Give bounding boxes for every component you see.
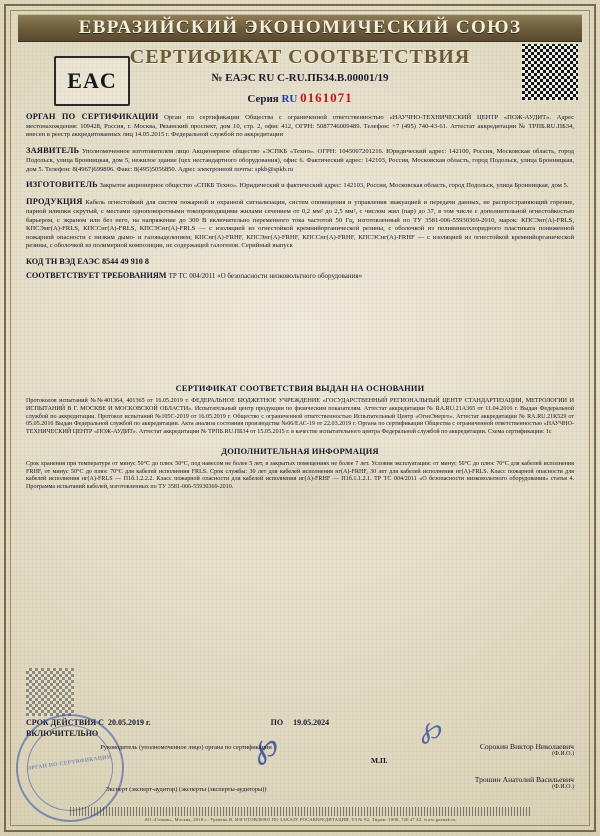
section-certification-body-heading: ОРГАН ПО СЕРТИФИКАЦИИ <box>26 112 159 121</box>
mp-label: М.П. <box>371 756 388 765</box>
section-certification-body-text: Орган по сертификации Общества с ограниченной ответственностью «НАУЧНО-ТЕХНИЧЕСКИЙ ЦЕНТР «ПОЖ-АУДИТ». Адрес местонахождения: 109428, Россия, г. Москва, Рязанский проспект, дом 10, стр. 2, офис 412, ОГРН: 5087746009489. Телефон: +7 (495) 740-43-61. Аттестат аккредитации № ТРПБ.RU.ПБ34, внесен в реестр аккредитованных лиц 14.05.2015 г. Федеральной службой по аккредитации <box>26 114 574 139</box>
validity-from-value: 20.05.2019 г. <box>107 718 151 727</box>
footer-text: АО «Гознак», Москва, 2018 г., Уровень В, ИЗГОТОВЛЕНО ПО ЗАКАЗУ РОСАККРЕДИТАЦИИ, ТЗ № 82, Тираж: 1000, 726 47 42, www.goznak.ru <box>144 817 456 822</box>
section-tnved-heading: КОД ТН ВЭД ЕАЭС <box>26 256 100 266</box>
section-basis-text: Протоколов испытаний №№401364, 401365 от 16.05.2019 г. ФЕДЕРАЛЬНОЕ БЮДЖЕТНОЕ УЧРЕЖДЕНИЕ «ГОСУДАРСТВЕННЫЙ РЕГИОНАЛЬНЫЙ ЦЕНТР СТАНДАРТИЗАЦИИ, МЕТРОЛОГИИ И ИСПЫТАНИЙ В Г. МОСКВЕ И МОСКОВСКОЙ ОБЛАСТИ». Испытательный центр продукции по физическим показателям. Аттестат аккредитации № RA.RU.21A365 от 11.04.2016 г. Выдан Федеральной службой по аккредитации. Протокол испытаний №105С-2019 от 16.05.2019 г. Общество с ограниченной ответственностью Испытательный Центр «ОгнеЭнерго». Аттестат аккредитации № RA.RU.21К529 от 05.05.2016 Выдан Федеральной службой по аккредитации. Акта анализа состояния производства №06/ЕАС-19 от 22.03.2019 г. Органа по сертификации Общества с ограниченной ответственностью «НАУЧНО-ТЕХНИЧЕСКИЙ ЦЕНТР «ПОЖ-АУДИТ». Аттестат аккредитации № ТРПБ.RU.ПБ34 от 15.05.2015 г. в качестве испытательного центра Федеральной службой по аккредитации. Схема сертификации: 1с <box>26 397 574 436</box>
section-conformity-heading: СООТВЕТСТВУЕТ ТРЕБОВАНИЯМ <box>26 271 167 281</box>
section-certification-body <box>26 112 574 140</box>
section-manufacturer-text: Закрытое акционерное общество «СПКБ Техно». Юридический и фактический адрес: 142103, Россия, Московская область, город Подольск, улица Бронницкая, дом 5. <box>99 182 569 190</box>
banner-title: ЕВРАЗИЙСКИЙ ЭКОНОМИЧЕСКИЙ СОЮЗ <box>78 17 522 38</box>
document-title: СЕРТИФИКАТ СООТВЕТСТВИЯ <box>129 46 471 68</box>
section-basis-heading: СЕРТИФИКАТ СООТВЕТСТВИЯ ВЫДАН НА ОСНОВАНИИ <box>175 384 425 394</box>
qr-code-secondary-icon <box>26 668 74 716</box>
section-product <box>26 197 574 251</box>
signer-fio-1: (Ф.И.О.) <box>552 751 574 757</box>
section-conformity-value: ТР ТС 004/2011 «О безопасности низковольтного оборудования» <box>168 272 363 281</box>
section-product-heading: ПРОДУКЦИЯ <box>26 197 83 207</box>
series-row <box>0 90 600 106</box>
validity-inclusive: ВКЛЮЧИТЕЛЬНО <box>26 729 99 738</box>
certificate-number-label: № ЕАЭС <box>211 72 256 84</box>
security-barcode <box>70 807 530 816</box>
section-tnved <box>26 257 574 268</box>
validity-to-value: 19.05.2024 <box>293 718 330 727</box>
signer-role-2: Эксперт (эксперт-аудитор) (эксперты (эксперты-аудиторы)) <box>105 786 267 793</box>
section-applicant <box>26 146 574 174</box>
header-banner <box>18 14 582 42</box>
section-additional-text: Срок хранения при температуре от минус 50°С до плюс 50°С, под навесом не более 5 лет, в закрытых помещениях не более 7 лет. Условия эксплуатации: от минус 50°С до плюс 70°С для кабелей исполнения FRHF, от минус 50°С до плюс 70°С для кабелей исполнения FRLS. Срок службы: 30 лет для кабелей исполнения нг(A)-FRHF, 30 лет для кабелей исполнения нг(A)-FRLS. Класс пожарной опасности для кабелей исполнения нг(A)-FRLS — П1б.1.2.2.2. Класс пожарной опасности для кабелей исполнения нг(A)-FRHF — П1б.1.1.2.1. ТР ТС 004/2011 «О безопасности низковольтного оборудования» статья 4. Программа испытаний кабелей, изготовленных по ТУ 3581-006-55930369-2010. <box>26 460 574 491</box>
signer-name-2: Трошин Анатолий Васильевич <box>474 775 574 784</box>
certificate-body <box>26 112 574 492</box>
signer-role-1: Руководитель (уполномоченное лицо) органа по сертификации <box>100 744 272 751</box>
signer-names <box>404 742 574 790</box>
series-label: Серия <box>247 93 279 105</box>
signer-fio-2: (Ф.И.О.) <box>552 784 574 790</box>
section-manufacturer <box>26 180 574 191</box>
section-tnved-value: 8544 49 910 8 <box>101 256 150 266</box>
validity-to-label: ПО <box>270 718 284 727</box>
section-manufacturer-heading: ИЗГОТОВИТЕЛЬ <box>26 180 98 190</box>
section-additional-heading: ДОПОЛНИТЕЛЬНАЯ ИНФОРМАЦИЯ <box>221 446 379 456</box>
signer-name-1: Сорокин Виктор Николаевич <box>479 742 574 751</box>
certificate-number-value: RU C-RU.ПБ34.В.00001/19 <box>258 72 389 84</box>
section-applicant-text: Уполномоченное изготовителем лицо Акционерное общество «ЭСПКБ «Техно». ОГРН: 1045007201216. Юридический адрес: 142100, Россия, Московская область, город Подольск, улица Бронницкая, дом 5, нежилое здание (цех нестандартного оборудования), офис 6. Фактический адрес: 142103, Россия, Московская область, город Подольск, улица Бронницкая, дом 5. Телефон: 8(4967)699896. Факс: 8(495)5056850. Адрес электронной почты: spkb@spkb.ru <box>26 148 574 173</box>
validity-from-label: СРОК ДЕЙСТВИЯ С <box>26 718 104 727</box>
body-spacer <box>26 288 574 374</box>
official-stamp-text: ОРГАН ПО СЕРТИФИКАЦИИ <box>26 754 112 772</box>
certificate-number-row <box>0 72 600 84</box>
series-code: RU <box>281 93 298 105</box>
eac-mark-label: ЕAC <box>67 68 117 93</box>
section-conformity <box>26 271 574 282</box>
section-applicant-heading: ЗАЯВИТЕЛЬ <box>26 146 80 156</box>
section-product-text: Кабель огнестойкий для систем пожарной и охранной сигнализации, систем оповещения и управления эвакуацией и передачи данных, не распространяющий горение, парной илиınки скрутый, с местами одноповоротными токопроводящими жилами сечением от 0,2 мм² до 2,5 мм², с числом жил (пар) до 37, в том числе с дополнительной огнестойкостью барьером, с экраном или без него, на напряжение до 300 В включительно переменного тока частотой 50 Гц, изготовленный по ТУ 3581-006-55930369-2010, марок: КПСЭнг(A)-FRLS, КПСЭмг(A)-FRLS, КПСCнг(A)-FRLS, КПСЭCнг(A)-FRLS — с изоляцией из огнестойкой кремнийорганической резины, с оболочкой из поливинилхлоридного пластиката пониженной пожарной опасности с низким дымо- и газовыделением; КПСнг(A)-FRHF, КПСЭнг(A)-FRHF, КПСCнг(A)-FRHF, КПСЭCнг(A)-FRHF — с изоляцией из огнестойкой кремнийорганической резины, с оболочкой из полимерной композиции, не содержащей галогенов. Серийный выпуск <box>26 199 574 250</box>
signature-mark-1: ℘ <box>251 726 281 767</box>
series-number: 0161071 <box>300 90 353 105</box>
signature-mark-2: ℘ <box>419 710 445 746</box>
